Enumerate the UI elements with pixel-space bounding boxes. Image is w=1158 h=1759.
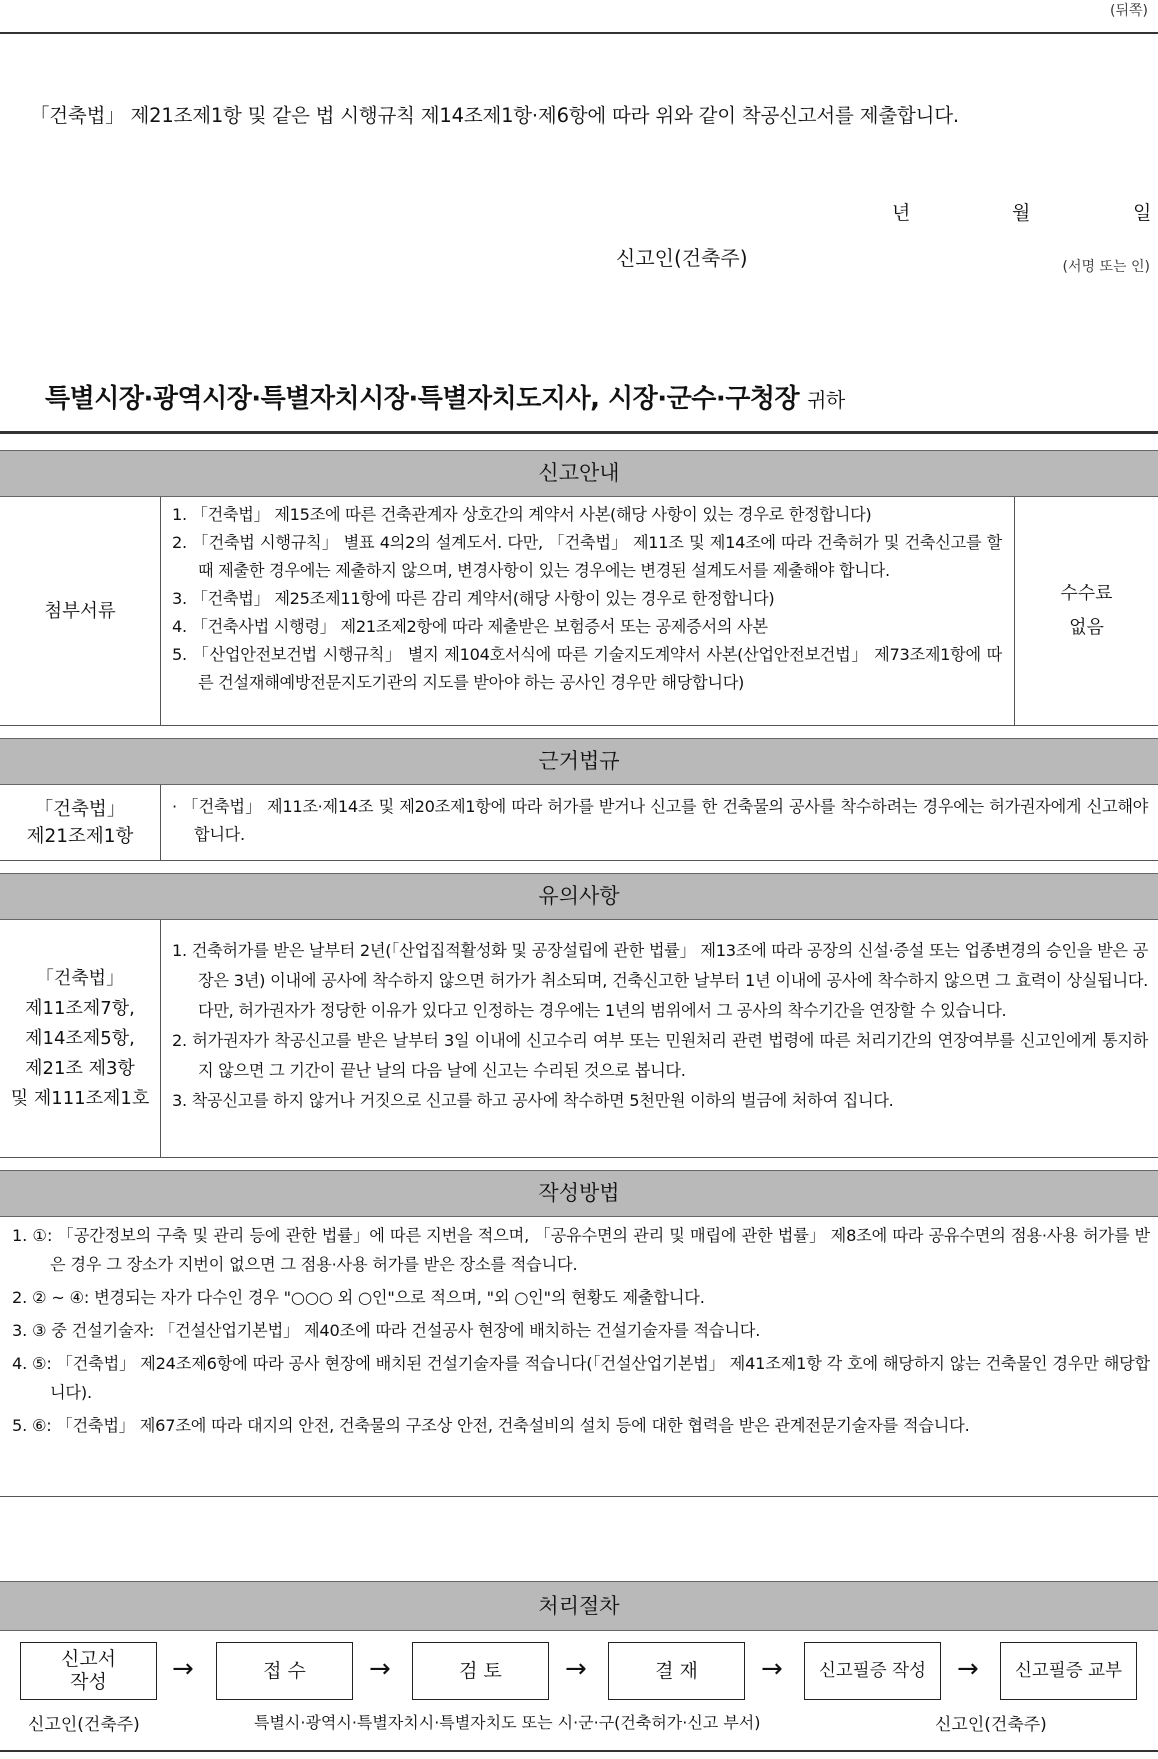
addressee-suffix: 귀하 (807, 388, 845, 412)
arrow-right-icon: → (761, 1654, 783, 1684)
legal-item: · 「건축법」 제11조·제14조 및 제20조제1항에 따라 허가를 받거나 신고를 한 건축물의 공사를 착수하려는 경우에는 허가권자에게 신고해야 합니다. (172, 797, 1148, 844)
arrow-right-icon: → (565, 1654, 587, 1684)
notes-basis-line: 및 제111조제1호 (10, 1087, 150, 1109)
addressee-text: 특별시장·광역시장·특별자치시장·특별자치도지사, 시장·군수·구청장 (45, 384, 800, 414)
declaration-text: 「건축법」 제21조제1항 및 같은 법 시행규칙 제14조제1항·제6항에 따라 위와 같이 착공신고서를 제출합니다. (30, 104, 959, 127)
step-label: 신고서 (60, 1648, 117, 1670)
top-rule (0, 32, 1158, 34)
header-bottom-rule (0, 431, 1158, 434)
writing-item: 3. ③ 중 건설기술자: 「건설산업기본법」 제40조에 따라 건설공사 현장에 배치하는 건설기술자를 적습니다. (12, 1321, 761, 1340)
date-day-label: 일 (1133, 202, 1152, 224)
step-receive: 접 수 (216, 1642, 353, 1700)
date-year-label: 년 (892, 202, 911, 224)
legal-basis-line: 제21조제1항 (26, 825, 134, 847)
notes-basis-label (0, 920, 161, 1157)
note-item: 3. 착공신고를 하지 않거나 거짓으로 신고를 하고 공사에 착수하면 5천만원 이하의 벌금에 처하여 집니다. (172, 1091, 894, 1110)
attachment-item: 1. 「건축법」 제15조에 따른 건축관계자 상호간의 계약서 사본(해당 사항이 있는 경우로 한정합니다) (172, 505, 872, 524)
fee-value: 없음 (1069, 617, 1104, 638)
step-approve: 결 재 (608, 1642, 745, 1700)
date-month-label: 월 (1012, 202, 1031, 224)
procedure-section-title: 처리절차 (0, 1581, 1158, 1631)
guide-section (0, 497, 1158, 726)
actor-reporter: 신고인(건축주) (28, 1715, 140, 1735)
legal-section-title: 근거법규 (0, 738, 1158, 785)
notes-basis-line: 제14조제5항, (25, 1027, 135, 1049)
back-side-label: (뒤쪽) (1110, 3, 1148, 19)
arrow-right-icon: → (369, 1654, 391, 1684)
attachment-item: 5. 「산업안전보건법 시행규칙」 별지 제104호서식에 따른 기술지도계약서 사본(산업안전보건법」 제73조제1항에 따른 건설재해예방전문지도기관의 지도를 받아야 하는 공사인 경우만 해당합니다) (172, 645, 1002, 692)
notes-basis-line: 제11조제7항, (25, 997, 135, 1019)
legal-text (172, 793, 1148, 849)
writing-section (0, 1217, 1158, 1497)
notes-basis-line: 「건축법」 (35, 967, 125, 989)
note-item: 1. 건축허가를 받은 날부터 2년(「산업집적활성화 및 공장설립에 관한 법률」 제13조에 따라 공장의 신설·증설 또는 업종변경의 승인을 받은 공장은 3년) 이내에 공사에 착수하지 않으면 허가가 취소되며, 건축신고한 날부터 1년 이내에 공사에 착수하지 않으면 그 효력이 상실됩니다. 다만, 허가권자가 정당한 이유가 있다고 인정하는 경우에는 1년의 범위에서 그 공사의 착수기간을 연장할 수 있습니다. (172, 941, 1148, 1020)
actor-receiver: 신고인(건축주) (935, 1715, 1047, 1735)
notes-basis-line: 제21조 제3항 (25, 1057, 135, 1079)
legal-basis-label (0, 785, 161, 860)
arrow-right-icon: → (957, 1654, 979, 1684)
guide-section-title: 신고안내 (0, 450, 1158, 497)
notes-section (0, 920, 1158, 1158)
step-write-report (20, 1642, 157, 1700)
step-issue-certificate-draft: 신고필증 작성 (804, 1642, 941, 1700)
fee-label: 수수료 (1060, 583, 1113, 604)
notes-list (172, 936, 1148, 1116)
actor-office: 특별시·광역시·특별자치시·특별자치도 또는 시·군·구(건축허가·신고 부서) (254, 1713, 761, 1732)
legal-section (0, 785, 1158, 861)
notes-section-title: 유의사항 (0, 873, 1158, 920)
writing-item: 1. ①: 「공간정보의 구축 및 관리 등에 관한 법률」에 따른 지번을 적으며, 「공유수면의 관리 및 매립에 관한 법률」 제8조에 따라 공유수면의 점용·사용 허가를 받은 경우 그 장소가 지번이 없으면 그 점용·사용 허가를 받은 장소를 적습니다. (12, 1226, 1150, 1274)
signature-label: (서명 또는 인) (1062, 259, 1150, 275)
legal-basis-line: 「건축법」 (34, 798, 126, 820)
bottom-rule (0, 1750, 1158, 1752)
fee-cell (1014, 497, 1158, 725)
attachment-item: 3. 「건축법」 제25조제11항에 따른 감리 계약서(해당 사항이 있는 경우로 한정합니다) (172, 589, 775, 608)
writing-item: 5. ⑥: 「건축법」 제67조에 따라 대지의 안전, 건축물의 구조상 안전, 건축설비의 설치 등에 대한 협력을 받은 관계전문기술자를 적습니다. (12, 1416, 970, 1435)
step-label: 작성 (70, 1671, 107, 1693)
attachment-item: 4. 「건축사법 시행령」 제21조제2항에 따라 제출받은 보험증서 또는 공제증서의 사본 (172, 617, 768, 636)
step-deliver-certificate: 신고필증 교부 (1000, 1642, 1137, 1700)
writing-list (0, 1221, 1150, 1440)
writing-item: 2. ② ~ ④: 변경되는 자가 다수인 경우 "○○○ 외 ○인"으로 적으며, "외 ○인"의 현황도 제출합니다. (12, 1288, 705, 1307)
attachment-item: 2. 「건축법 시행규칙」 별표 4의2의 설계도서. 다만, 「건축법」 제11조 및 제14조에 따라 건축허가 및 건축신고를 할 때 제출한 경우에는 제출하지 않으며, 변경사항이 있는 경우에는 변경된 설계도서를 제출해야 합니다. (172, 533, 1002, 580)
note-item: 2. 허가권자가 착공신고를 받은 날부터 3일 이내에 신고수리 여부 또는 민원처리 관련 법령에 따른 처리기간의 연장여부를 신고인에게 통지하지 않으면 그 기간이 끝난 날의 다음 날에 신고는 수리된 것으로 봅니다. (172, 1031, 1149, 1080)
reporter-label: 신고인(건축주) (616, 246, 748, 270)
arrow-right-icon: → (172, 1654, 194, 1684)
writing-section-title: 작성방법 (0, 1170, 1158, 1217)
step-review: 검 토 (412, 1642, 549, 1700)
writing-item: 4. ⑤: 「건축법」 제24조제6항에 따라 공사 현장에 배치된 건설기술자를 적습니다(「건설산업기본법」 제41조제1항 각 호에 해당하지 않는 건축물인 경우만 해당합니다). (12, 1354, 1150, 1402)
attachments-label: 첨부서류 (0, 497, 161, 725)
addressee (45, 378, 845, 415)
attachments-list (172, 501, 1002, 697)
